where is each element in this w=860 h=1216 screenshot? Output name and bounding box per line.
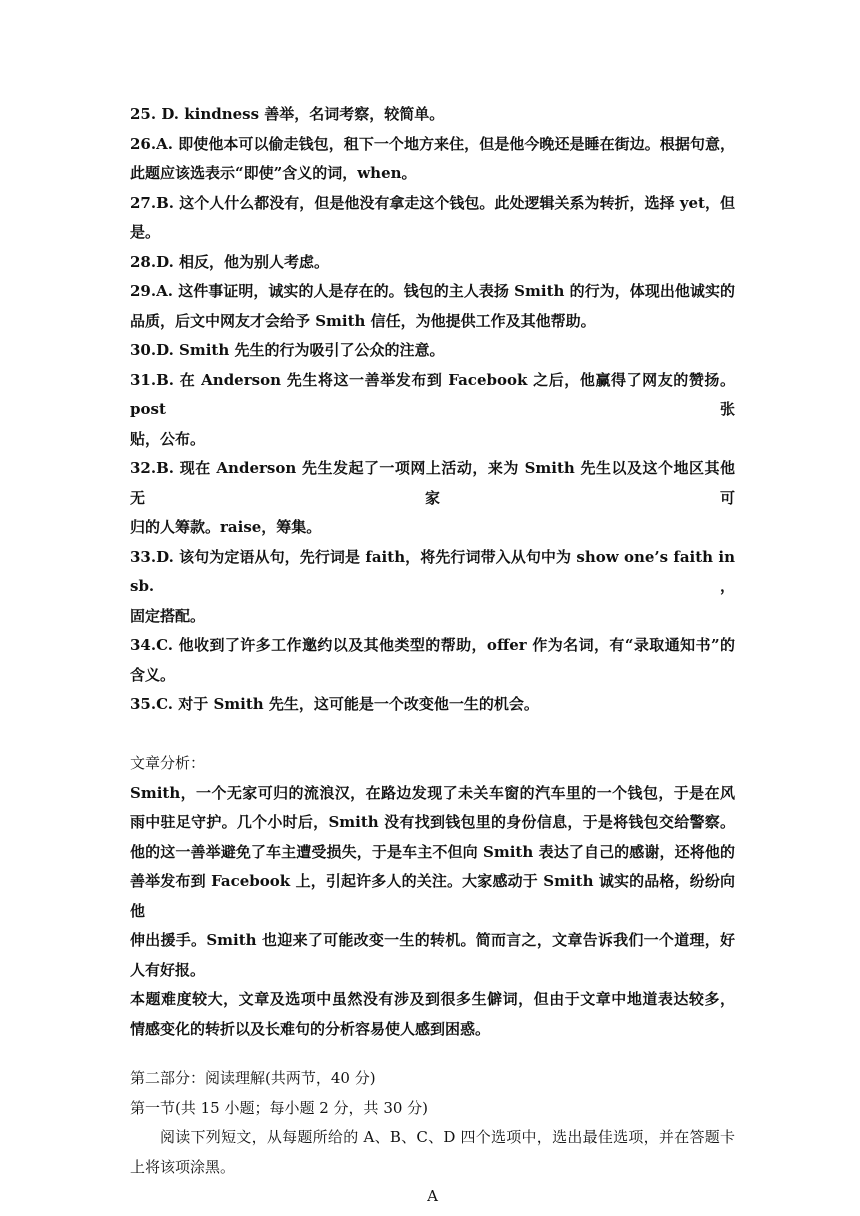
analysis-line: 伸出援手。Smith 也迎来了可能改变一生的转机。简而言之，文章告诉我们一个道理，好 bbox=[130, 931, 735, 949]
answer-30: 30.D. Smith 先生的行为吸引了公众的注意。 bbox=[130, 341, 445, 359]
section-one-title: 第一节(共 15 小题；每小题 2 分，共 30 分) bbox=[130, 1098, 429, 1117]
answer-31-line-2: 贴，公布。 bbox=[130, 429, 206, 448]
analysis-line: 善举发布到 Facebook 上，引起许多人的关注。大家感动于 Smith 诚实的品格，纷纷向他 bbox=[130, 872, 735, 920]
answer-32-line-2: 归的人筹款。raise，筹集。 bbox=[130, 518, 322, 536]
difficulty-line: 本题难度较大，文章及选项中虽然没有涉及到很多生僻词，但由于文章中地道表达较多， bbox=[130, 990, 735, 1008]
analysis-line: 雨中驻足守护。几个小时后，Smith 没有找到钱包里的身份信息，于是将钱包交给警察。 bbox=[130, 813, 735, 831]
part-two-section bbox=[130, 1064, 735, 1212]
answer-28: 28.D. 相反，他为别人考虑。 bbox=[130, 252, 330, 271]
answer-33-line-1: 33.D. 该句为定语从句，先行词是 faith，将先行词带入从句中为 show one’s faith in sb.， bbox=[130, 547, 735, 595]
spacer bbox=[130, 720, 735, 750]
answer-29-line-2: 品质，后文中网友才会给予 Smith 信任，为他提供工作及其他帮助。 bbox=[130, 311, 596, 330]
answer-26-line-2: 此题应该选表示“即使”含义的词，when。 bbox=[130, 164, 417, 182]
answer-27-line-2: 是。 bbox=[130, 223, 161, 241]
spacer bbox=[130, 1044, 735, 1064]
analysis-line: 他的这一善举避免了车主遭受损失，于是车主不但向 Smith 表达了自己的感谢，还将他的 bbox=[130, 842, 735, 861]
analysis-line: 人有好报。 bbox=[130, 960, 206, 979]
answer-34-line-2: 含义。 bbox=[130, 665, 176, 684]
answer-27-line-1: 27.B. 这个人什么都没有，但是他没有拿走这个钱包。此处逻辑关系为转折，选择 yet，但 bbox=[130, 193, 735, 212]
instructions-line-2: 上将该项涂黑。 bbox=[130, 1157, 236, 1176]
answer-32-line-1: 32.B. 现在 Anderson 先生发起了一项网上活动，来为 Smith 先生以及这个地区其他无家可 bbox=[130, 459, 735, 507]
answer-26-line-1: 26.A. 即使他本可以偷走钱包，租下一个地方来住，但是他今晚还是睡在街边。根据句意， bbox=[130, 134, 735, 153]
part-two-title: 第二部分：阅读理解(共两节，40 分) bbox=[130, 1069, 376, 1087]
answer-34-line-1: 34.C. 他收到了许多工作邀约以及其他类型的帮助，offer 作为名词，有“录取通知书”的 bbox=[130, 636, 735, 654]
analysis-line: Smith，一个无家可归的流浪汉，在路边发现了未关车窗的汽车里的一个钱包，于是在风 bbox=[130, 783, 735, 802]
answer-33-line-2: 固定搭配。 bbox=[130, 606, 206, 625]
answer-35: 35.C. 对于 Smith 先生，这可能是一个改变他一生的机会。 bbox=[130, 695, 539, 713]
instructions-line-1: 阅读下列短文，从每题所给的 A、B、C、D 四个选项中，选出最佳选项，并在答题卡 bbox=[160, 1128, 735, 1146]
answer-29-line-1: 29.A. 这件事证明，诚实的人是存在的。钱包的主人表扬 Smith 的行为，体现出他诚实的 bbox=[130, 282, 735, 300]
answer-31-line-1: 31.B. 在 Anderson 先生将这一善举发布到 Facebook 之后，他赢得了网友的赞扬。post 张 bbox=[130, 370, 735, 418]
answer-25: 25. D. kindness 善举，名词考察，较简单。 bbox=[130, 105, 445, 123]
document-page bbox=[130, 100, 735, 1212]
difficulty-line: 情感变化的转折以及长难句的分析容易使人感到困惑。 bbox=[130, 1019, 491, 1038]
article-analysis bbox=[130, 749, 735, 1044]
passage-label: A bbox=[427, 1187, 438, 1205]
analysis-heading: 文章分析： bbox=[130, 754, 206, 772]
answer-explanations bbox=[130, 100, 735, 720]
